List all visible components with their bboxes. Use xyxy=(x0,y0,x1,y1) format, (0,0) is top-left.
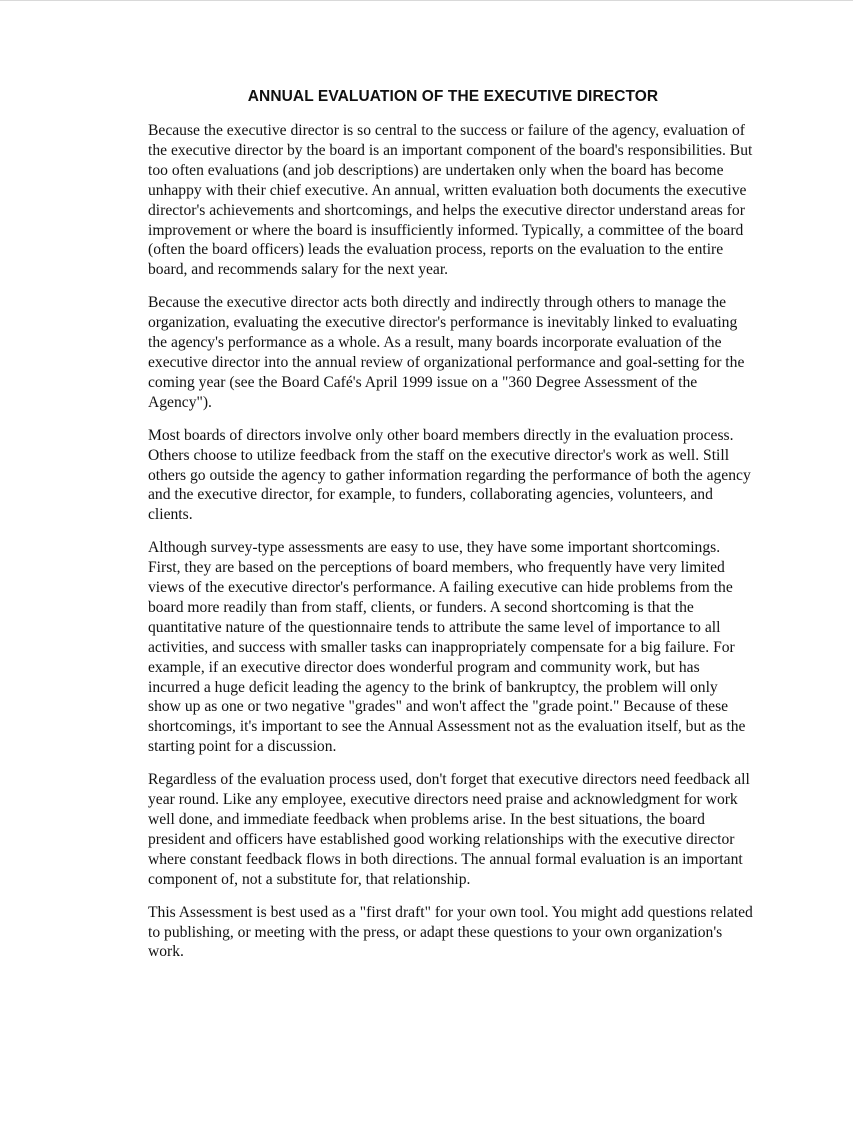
paragraph-survey-shortcomings: Although survey-type assessments are easy to use, they have some important shortcomings. First, they are based on the perceptions of board members, who frequently have very limited views of the executive director's performance. A failing executive can hide problems from the board more readily than from staff, clients, or funders. A second shortcoming is that the quantitative nature of the questionnaire tends to attribute the same level of importance to all activities, and success with smaller tasks can inappropriately compensate for a big failure. For example, if an executive director does wonderful program and community work, but has incurred a huge deficit leading the agency to the brink of bankruptcy, the problem will only show up as one or two negative "grades" and won't affect the "grade point." Because of these shortcomings, it's important to see the Annual Assessment not as the evaluation itself, but as the starting point for a discussion. xyxy=(148,539,746,756)
paragraph-first-draft: This Assessment is best used as a "first draft" for your own tool. You might add questions related to publishing, or meeting with the press, or adapt these questions to your own organization's work. xyxy=(148,903,753,961)
paragraph-intro: Because the executive director is so central to the success or failure of the agency, evaluation of the executive director by the board is an important component of the board's responsibilities. But too often evaluations (and job descriptions) are undertaken only when the board has become unhappy with their chief executive. An annual, written evaluation both documents the executive director's achievements and shortcomings, and helps the executive director understand areas for improvement or where the board is insufficiently informed. Typically, a committee of the board (often the board officers) leads the evaluation process, reports on the evaluation to the entire board, and recommends salary for the next year. xyxy=(148,122,753,279)
page-top-border xyxy=(0,0,853,1)
document-title: ANNUAL EVALUATION OF THE EXECUTIVE DIRECTOR xyxy=(247,88,659,105)
paragraph-organizational-performance: Because the executive director acts both directly and indirectly through others to manage the organization, evaluating the executive director's performance is inevitably linked to evaluating the agency's performance as a whole. As a result, many boards incorporate evaluation of the executive director into the annual review of organizational performance and goal-setting for the coming year (see the Board Café's April 1999 issue on a "360 Degree Assessment of the Agency"). xyxy=(148,294,745,411)
paragraph-evaluation-participants: Most boards of directors involve only other board members directly in the evaluation process. Others choose to utilize feedback from the staff on the executive director's work as well. Still others go outside the agency to gather information regarding the performance of both the agency and the executive director, for example, to funders, collaborating agencies, volunteers, and clients. xyxy=(148,426,751,524)
document-page xyxy=(148,88,754,975)
paragraph-year-round-feedback: Regardless of the evaluation process used, don't forget that executive directors need feedback all year round. Like any employee, executive directors need praise and acknowledgment for work well done, and immediate feedback when problems arise. In the best situations, the board president and officers have established good working relationships with the executive director where constant feedback flows in both directions. The annual formal evaluation is an important component of, not a substitute for, that relationship. xyxy=(148,771,750,888)
